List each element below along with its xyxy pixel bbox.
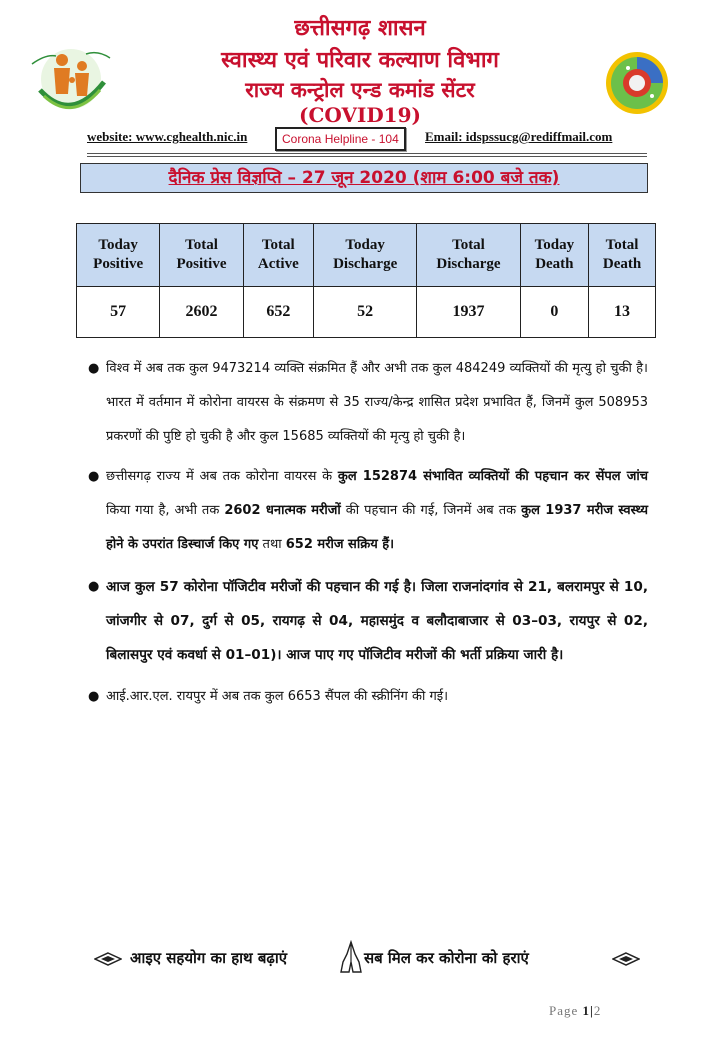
press-release-title: दैनिक प्रेस विज्ञप्ति – 27 जून 2020 (शाम 6:00 बजे तक) <box>168 168 560 188</box>
value-today-discharge: 52 <box>314 287 417 338</box>
helpline-badge: Corona Helpline - 104 <box>275 127 406 151</box>
header-today-death: Today Death <box>520 224 588 287</box>
covid-stats-table <box>76 223 656 338</box>
list-item-today-cases: ● आज कुल 57 कोरोना पॉजिटीव मरीजों की पहचान की गई है। जिला राजनांदगांव से 21, बलरामपुर से 10, जांजगीर से 07, दुर्ग से 05, रायगढ़ से 04, महासमुंद व बलौदाबाजार से 03–03, रायपुर से 02, बिलासपुर एवं कवर्धा से 01–01)। आज पाए गए पॉजिटीव मरीजों की भर्ती प्रक्रिया जारी है। <box>88 570 648 672</box>
bullet-dot-icon: ● <box>88 579 100 594</box>
slogan-row <box>90 940 650 976</box>
value-total-discharge: 1937 <box>417 287 520 338</box>
table-header-row <box>77 224 656 287</box>
folded-hands-icon <box>338 940 364 974</box>
contact-row <box>87 127 647 151</box>
bullet-dot-icon: ● <box>88 689 100 704</box>
website-link[interactable]: website: www.cghealth.nic.in <box>87 129 248 144</box>
value-total-death: 13 <box>589 287 656 338</box>
list-item-state-stats: ● छत्तीसगढ़ राज्य में अब तक कोरोना वायरस के कुल 152874 संभावित व्यक्तियों की पहचान कर सेंपल जांच किया गया है, अभी तक 2602 धनात्मक मरीजों की पहचान की गई, जिनमें अब तक कुल 1937 मरीज स्वस्थ्य होने के उपरांत डिस्चार्ज किए गए तथा 652 मरीज सक्रिय हैं। <box>88 460 648 562</box>
header-line-control-center: राज्य कन्ट्रोल एन्ड कमांड सेंटर <box>245 77 475 102</box>
page-label: Page <box>549 1003 579 1018</box>
value-today-death: 0 <box>520 287 588 338</box>
header-total-death: Total Death <box>589 224 656 287</box>
value-total-positive: 2602 <box>160 287 243 338</box>
header-total-active: Total Active <box>243 224 313 287</box>
header-total-positive: Total Positive <box>160 224 243 287</box>
table-row <box>77 287 656 338</box>
header-today-discharge: Today Discharge <box>314 224 417 287</box>
bullet-dot-icon: ● <box>88 469 100 484</box>
diamond-bullet-icon <box>94 952 122 966</box>
page-total: 2 <box>593 1003 602 1018</box>
press-release-title-box <box>80 163 648 193</box>
header-line-department: स्वास्थ्य एवं परिवार कल्याण विभाग <box>221 47 499 73</box>
page-footer: Page 1|2 <box>549 1003 602 1018</box>
header-today-positive: Today Positive <box>77 224 160 287</box>
value-total-active: 652 <box>243 287 313 338</box>
diamond-bullet-icon <box>612 952 640 966</box>
slogan-right: सब मिल कर कोरोना को हराएं <box>364 949 529 967</box>
header-total-discharge: Total Discharge <box>417 224 520 287</box>
header-divider <box>87 153 647 154</box>
list-item-sample-screening: ● आई.आर.एल. रायपुर में अब तक कुल 6653 सैंपल की स्क्रीनिंग की गई। <box>88 680 648 714</box>
email-link[interactable]: Email: idspssucg@rediffmail.com <box>425 129 613 144</box>
header-line-covid19: (COVID19) <box>299 103 421 127</box>
bullet-list <box>88 352 648 714</box>
header-divider-2 <box>87 156 647 157</box>
header-line-government: छत्तीसगढ़ शासन <box>294 15 426 41</box>
page-number: 1 <box>582 1003 591 1018</box>
slogan-left: आइए सहयोग का हाथ बढ़ाएं <box>130 949 288 967</box>
bullet-dot-icon: ● <box>88 361 100 376</box>
list-item-world-stats: ● विश्व में अब तक कुल 9473214 व्यक्ति संक्रमित हैं और अभी तक कुल 484249 व्यक्तियों की मृत्यु हो चुकी है। भारत में वर्तमान में कोरोना वायरस के संक्रमण से 35 राज्य/केन्द्र शासित प्रदेश प्रभावित हैं, जिनमें कुल 508953 प्रकरणों की पुष्टि हो चुकी है और कुल 15685 व्यक्तियों की मृत्यु हो चुकी है। <box>88 352 648 454</box>
value-today-positive: 57 <box>77 287 160 338</box>
